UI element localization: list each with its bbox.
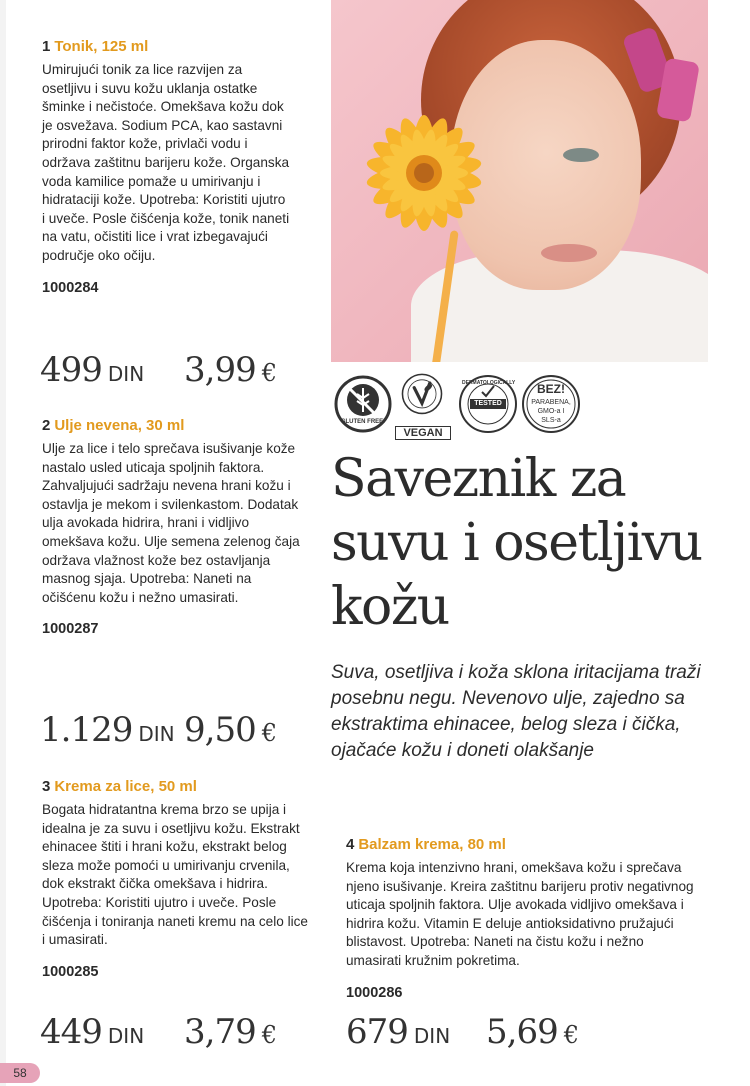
- product-description: Umirujući tonik za lice razvijen za osetljivu i suvu kožu uklanja ostatke šminke i nečistoće. Omekšava kožu dok je osvežava. Sodium PCA, kao sastavni prirodni faktor kože, privlači vodu i održava zaštitnu barijeru kože. Organska voda kamilice pomaže u umirivanju i hidrataciji kože. Upotreba: Koristiti ujutro i uveče. Posle čišćenja kože, tonik naneti na vatu, očistiti lice i vrat izbegavajući područje oko očiju.: [42, 62, 290, 263]
- vegan-label: VEGAN: [395, 426, 451, 440]
- product-description: Bogata hidratantna krema brzo se upija i idealna je za suvu i osetljivu kožu. Ekstrakt ehinacee štiti i hrani kožu, ekstrakt belog sleza može pomoći u umirivanju crvenila, dok ekstrakt čička omekšava i hidrira. Upotreba: Koristiti ujutro i uveče. Posle čišćenja i toniranja naneti kremu na celo lice i umasirati.: [42, 802, 308, 948]
- price-eur: [184, 1012, 277, 1052]
- product-description: Krema koja intenzivno hrani, omekšava kožu i sprečava njeno isušivanje. Kreira zaštitnu barijeru protiv negativnog uticaja spoljnih faktora. Ulje avokada vidljivo omekšava i hidrira kožu. Vitamin E deluje antioksidativno pružajući blistavost. Upotreba: Naneti na čistu kožu i nežno umasirati kružnim pokretima.: [346, 860, 694, 968]
- vegan-badge-icon: [391, 372, 453, 422]
- lead-text: Suva, osetljiva i koža sklona iritacijama traži posebnu negu. Nevenovo ulje, zajedno sa ekstraktima ehinacee, belog sleza i čička, ojačaće kožu i doneti olakšanje: [331, 662, 701, 761]
- product-2: [42, 417, 304, 637]
- product-title: [42, 778, 312, 795]
- page-number: 58: [0, 1063, 40, 1083]
- product-name: Tonik, 125 ml: [54, 38, 149, 55]
- price-eur: [184, 710, 277, 750]
- price-row-2: [40, 710, 310, 750]
- price-eur: [486, 1012, 579, 1052]
- price-din: [40, 350, 144, 390]
- product-title: [346, 836, 696, 853]
- product-code: 1000285: [42, 963, 99, 980]
- product-name: Balzam krema, 80 ml: [358, 836, 506, 853]
- price-din-value: 1.129: [40, 710, 133, 750]
- product-4: [346, 836, 696, 1001]
- price-eur: [184, 350, 277, 390]
- product-1: [42, 38, 292, 296]
- tested-label: TESTED: [474, 400, 502, 407]
- certification-badges: [331, 372, 711, 442]
- product-code: 1000287: [42, 621, 99, 638]
- price-din-currency: DIN: [413, 1024, 451, 1048]
- price-eur-value: 5,69: [486, 1012, 558, 1052]
- price-eur-value: 3,99: [184, 350, 256, 390]
- product-code: 1000284: [42, 279, 99, 296]
- product-number: 1: [42, 38, 51, 55]
- price-din-value: 449: [40, 1012, 102, 1052]
- product-3: [42, 778, 312, 980]
- price-din: [40, 1012, 144, 1052]
- eye-shape: [563, 148, 599, 162]
- price-din-value: 499: [40, 350, 102, 390]
- headline: Saveznik za suvu i osetljivu kožu: [331, 449, 702, 637]
- product-code: 1000286: [346, 984, 403, 1001]
- gerbera-flower-icon: [339, 88, 509, 258]
- price-row-4: [346, 1012, 616, 1052]
- price-din-currency: DIN: [107, 362, 145, 386]
- gluten-free-badge-icon: [331, 372, 395, 436]
- product-number: 2: [42, 417, 51, 434]
- price-din: [40, 710, 175, 750]
- price-row-3: [40, 1012, 310, 1052]
- price-eur-value: 3,79: [184, 1012, 256, 1052]
- lips-shape: [541, 244, 597, 262]
- price-din-currency: DIN: [138, 722, 175, 746]
- price-din: [346, 1012, 450, 1052]
- gluten-free-label: GLUTEN FREE!: [340, 419, 386, 425]
- product-number: 3: [42, 778, 51, 795]
- product-title: [42, 417, 304, 434]
- price-eur-currency: €: [261, 1021, 277, 1049]
- hero-photo: [331, 0, 708, 362]
- price-row-1: [40, 350, 310, 390]
- dermatologically-label: DERMATOLOGICALLY: [462, 380, 516, 386]
- product-number: 4: [346, 836, 355, 853]
- product-name: Krema za lice, 50 ml: [54, 778, 197, 795]
- bez-title: BEZ!: [537, 382, 565, 396]
- price-din-value: 679: [346, 1012, 408, 1052]
- product-description: Ulje za lice i telo sprečava isušivanje kože nastalo usled uticaja spoljnih faktora. Zahvaljujući sadržaju nevena hrani kožu i ostavlja je mekom i svilenkastom. Dodatak ulja avokada hidrira, hrani i vidljivo omekšava kožu. Ulje semena zelenog čaja održava vlažnost kože bez ostavljanja masnog sjaja. Upotreba: Naneti na očišćenu kožu i nežno umasirati.: [42, 441, 300, 605]
- price-eur-currency: €: [563, 1021, 579, 1049]
- bez-text: PARABENA, GMO-a I SLS-a: [531, 399, 571, 424]
- price-eur-currency: €: [261, 359, 277, 387]
- price-din-currency: DIN: [107, 1024, 145, 1048]
- product-title: [42, 38, 292, 55]
- price-eur-value: 9,50: [184, 710, 256, 750]
- page-edge: [0, 0, 6, 1086]
- price-eur-currency: €: [261, 719, 277, 747]
- product-name: Ulje nevena, 30 ml: [54, 417, 185, 434]
